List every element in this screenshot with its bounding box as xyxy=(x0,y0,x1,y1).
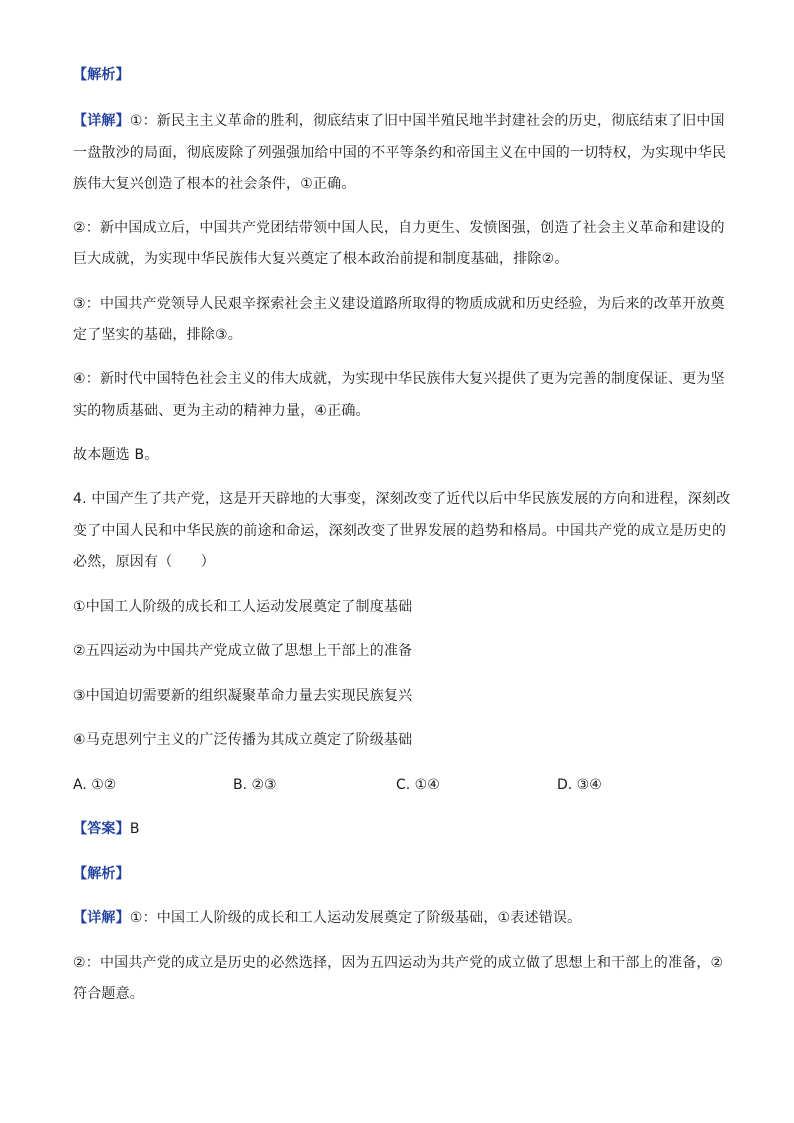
question-4-stem-line-2: 变了中国人民和中华民族的前途和命运，深刻改变了世界发展的趋势和格局。中国共产党的成立是历史的 xyxy=(73,523,727,539)
option-a: A. ①② xyxy=(73,777,117,793)
statement-3: ③中国迫切需要新的组织凝聚革命力量去实现民族复兴 xyxy=(73,688,413,704)
statement-1: ①中国工人阶级的成长和工人运动发展奠定了制度基础 xyxy=(73,599,413,615)
detail-paragraph-1-line-2: 一盘散沙的局面，彻底废除了列强强加给中国的不平等条约和帝国主义在中国的一切特权，为实现中华民 xyxy=(73,145,727,161)
statement-4: ④马克思列宁主义的广泛传播为其成立奠定了阶级基础 xyxy=(73,732,413,748)
answer-tag: 【答案】 xyxy=(73,821,130,837)
detail-paragraph-1-line-3: 族伟大复兴创造了根本的社会条件，①正确。 xyxy=(73,176,356,192)
detail-paragraph-2-line-1: ②：新中国成立后，中国共产党团结带领中国人民，自力更生、发愤图强，创造了社会主义革命和建设的 xyxy=(73,220,725,236)
detail-q4-line-3: 符合题意。 xyxy=(73,986,144,1002)
detail-tag-2: 【详解】 xyxy=(73,910,130,926)
detail-paragraph-3-line-1: ③：中国共产党领导人民艰辛探索社会主义建设道路所取得的物质成就和历史经验，为后来的改革开放奠 xyxy=(73,296,725,312)
option-b: B. ②③ xyxy=(233,777,277,793)
question-4-stem-line-1: 4. 中国产生了共产党，这是开天辟地的大事变，深刻改变了近代以后中华民族发展的方向和进程，深刻改 xyxy=(73,491,731,507)
option-d: D. ③④ xyxy=(557,777,602,793)
detail-paragraph-2-line-2: 巨大成就，为实现中华民族伟大复兴奠定了根本政治前提和制度基础，排除②。 xyxy=(73,251,569,267)
conclusion-text: 故本题选 B。 xyxy=(73,447,159,463)
detail-q4-line-2: ②：中国共产党的成立是历史的必然选择，因为五四运动为共产党的成立做了思想上和干部上的准备，② xyxy=(73,955,724,971)
answer-line xyxy=(73,819,140,839)
detail-paragraph-4-line-1: ④：新时代中国特色社会主义的伟大成就，为实现中华民族伟大复兴提供了更为完善的制度保证、更为坚 xyxy=(73,371,725,387)
detail-paragraph-1-line-1: 【详解】①：新民主主义革命的胜利，彻底结束了旧中国半殖民地半封建社会的历史，彻底结束了旧中国 xyxy=(73,113,725,129)
analysis-heading-2: 【解析】 xyxy=(73,866,130,882)
question-4-stem-line-3: 必然，原因有（ ） xyxy=(73,554,215,570)
answer-value: B xyxy=(129,821,140,837)
option-c: C. ①④ xyxy=(396,777,440,793)
detail-paragraph-4-line-2: 实的物质基础、更为主动的精神力量，④正确。 xyxy=(73,403,370,419)
detail-tag: 【详解】 xyxy=(73,113,130,129)
detail-paragraph-3-line-2: 定了坚实的基础，排除③。 xyxy=(73,327,242,343)
detail-q4-line-1: 【详解】①：中国工人阶级的成长和工人运动发展奠定了阶级基础，①表述错误。 xyxy=(73,910,582,926)
statement-2: ②五四运动为中国共产党成立做了思想上干部上的准备 xyxy=(73,643,413,659)
analysis-heading: 【解析】 xyxy=(73,67,130,83)
